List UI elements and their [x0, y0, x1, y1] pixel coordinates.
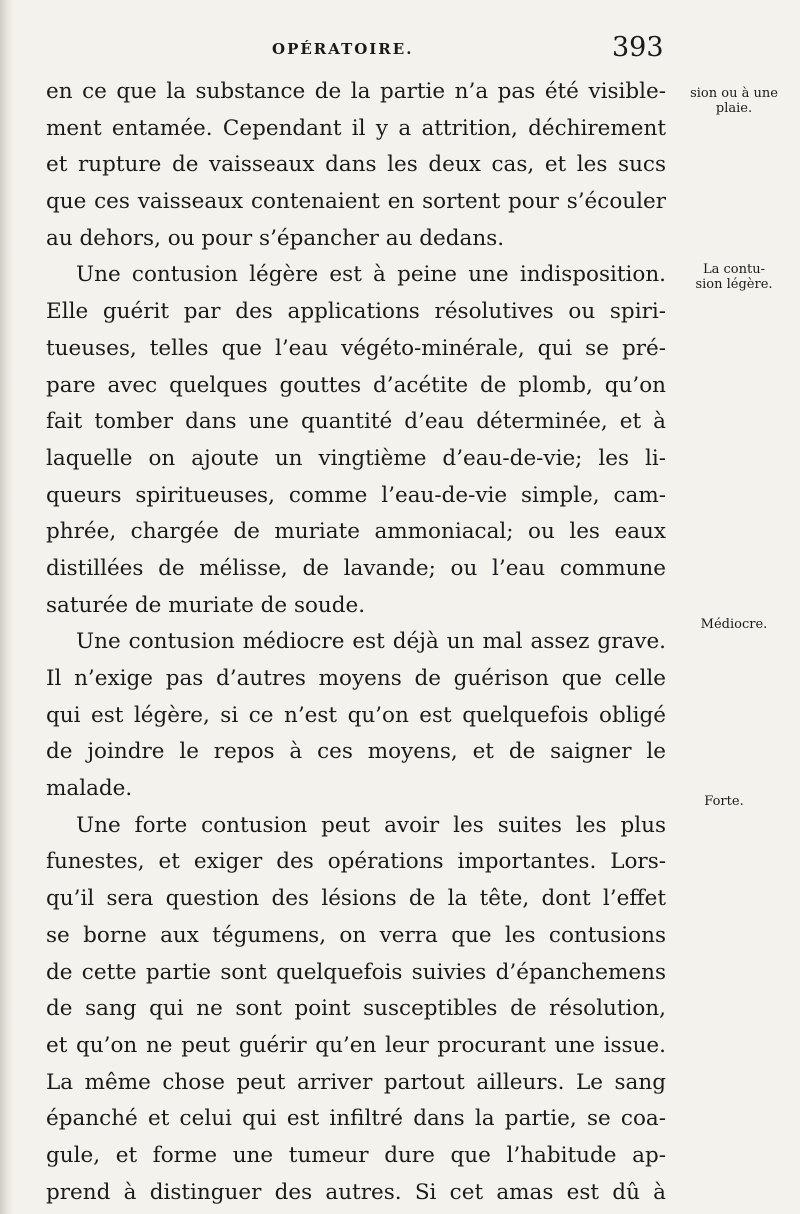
text-line: tueuses, telles que l’eau végéto-minérale, qui se pré- — [46, 335, 666, 361]
text-line: en ce que la substance de la partie n’a pas été visible- — [46, 79, 666, 104]
text-line: prend à distinguer des autres. Si cet amas est dû à — [46, 1179, 666, 1205]
text-line: Elle guérit par des applications résolutives ou spiri- — [46, 299, 666, 325]
text-line: Une forte contusion peut avoir les suites les plus — [76, 812, 666, 838]
margin-note-line: Médiocre. — [700, 617, 768, 632]
text-line: Une contusion médiocre est déjà un mal assez grave. — [76, 629, 666, 655]
text-line: funestes, et exiger des opérations importantes. Lors- — [46, 849, 666, 875]
text-line: phrée, chargée de muriate ammoniacal; ou les eaux — [46, 519, 666, 545]
text-line: au dehors, ou pour s’épancher au dedans. — [46, 225, 505, 251]
text-line: qui est légère, si ce n’est qu’on est quelquefois obligé — [46, 702, 666, 728]
text-line: que ces vaisseaux contenaient en sortent pour s’écouler — [46, 189, 666, 215]
margin-note-line: sion ou à une — [690, 86, 778, 101]
text-line: fait tomber dans une quantité d’eau déterminée, et à — [46, 409, 666, 435]
text-line: queurs spiritueuses, comme l’eau-de-vie simple, cam- — [46, 482, 666, 508]
text-line: Une contusion légère est à peine une indisposition. — [76, 262, 666, 288]
margin-note-contusion-legere — [672, 262, 796, 292]
text-line: La même chose peut arriver partout ailleurs. Le sang — [46, 1069, 666, 1095]
margin-note-line: Forte. — [704, 794, 744, 809]
text-line: gule, et forme une tumeur dure que l’habitude ap- — [46, 1142, 666, 1168]
text-line: laquelle on ajoute un vingtième d’eau-de-vie; les li- — [46, 445, 666, 471]
text-line: saturée de muriate de soude. — [46, 592, 366, 618]
text-line: Il n’exige pas d’autres moyens de guérison que celle — [46, 666, 666, 691]
text-line: et rupture de vaisseaux dans les deux cas, et les sucs — [46, 152, 666, 178]
text-line: pare avec quelques gouttes d’acétite de plomb, qu’on — [46, 372, 666, 398]
page-number: 393 — [612, 32, 664, 63]
text-line: se borne aux tégumens, on verra que les contusions — [46, 922, 666, 948]
text-line: de sang qui ne sont point susceptibles de résolution, — [46, 996, 666, 1022]
margin-note-line: sion légère. — [695, 277, 773, 292]
text-line: ment entamée. Cependant il y a attrition, déchirement — [46, 115, 666, 141]
page-header — [0, 32, 800, 72]
page-edge-shadow — [0, 0, 14, 1214]
margin-note-forte — [662, 794, 786, 809]
margin-note-line: La contu- — [703, 262, 765, 277]
margin-note-line: plaie. — [715, 101, 753, 116]
text-line: malade. — [46, 776, 133, 802]
text-line: et qu’on ne peut guérir qu’en leur procurant une issue. — [46, 1032, 666, 1058]
margin-note-plaie — [672, 86, 796, 116]
text-line: qu’il sera question des lésions de la tête, dont l’effet — [46, 886, 666, 912]
text-line: de cette partie sont quelquefois suivies d’épanchemens — [46, 959, 666, 985]
margin-note-mediocre — [672, 617, 796, 632]
text-line: distillées de mélisse, de lavande; ou l’eau commune — [46, 555, 666, 581]
body-text — [46, 74, 666, 1211]
text-line: de joindre le repos à ces moyens, et de saigner le — [46, 739, 666, 765]
running-title: OPÉRATOIRE. — [272, 40, 414, 58]
text-line: épanché et celui qui est infiltré dans la partie, se coa- — [46, 1106, 666, 1132]
